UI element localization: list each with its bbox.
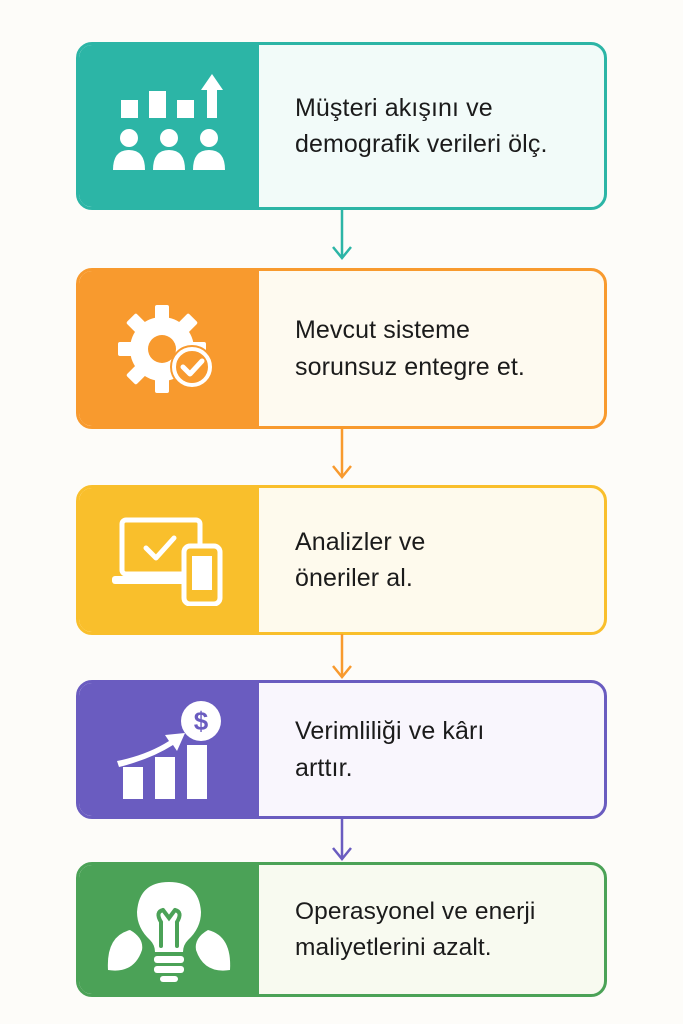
step-text-2: Mevcut sisteme sorunsuz entegre et. — [295, 316, 525, 381]
connector-arrow-3 — [330, 634, 354, 682]
step-icon-panel-4 — [79, 683, 259, 816]
step-text-1: Müşteri akışını ve demografik verileri ölç. — [295, 93, 548, 158]
lightbulb-leaf-icon — [104, 878, 234, 982]
step-card-2 — [76, 268, 607, 429]
step-icon-panel-1 — [79, 45, 259, 207]
step-text-panel-1 — [259, 45, 604, 207]
laptop-phone-icon — [112, 514, 226, 606]
step-text-panel-5 — [259, 865, 604, 994]
step-icon-panel-2 — [79, 271, 259, 426]
step-card-3 — [76, 485, 607, 635]
step-card-5 — [76, 862, 607, 997]
step-text-3: Analizler ve öneriler al. — [295, 527, 426, 592]
bar-chart-people-icon — [107, 66, 231, 186]
step-icon-panel-3 — [79, 488, 259, 632]
step-text-4: Verimliliği ve kârı arttır. — [295, 717, 485, 782]
connector-arrow-4 — [330, 818, 354, 864]
gear-check-icon — [114, 299, 224, 399]
step-text-5: Operasyonel ve enerji maliyetlerini azalt. — [295, 897, 536, 961]
step-card-4 — [76, 680, 607, 819]
connector-arrow-2 — [330, 428, 354, 482]
step-text-panel-4 — [259, 683, 604, 816]
connector-arrow-1 — [330, 209, 354, 263]
step-card-1 — [76, 42, 607, 210]
growth-dollar-icon — [113, 697, 225, 803]
svg-text:$: $ — [193, 705, 209, 736]
step-icon-panel-5 — [79, 865, 259, 994]
step-text-panel-3 — [259, 488, 604, 632]
step-text-panel-2 — [259, 271, 604, 426]
